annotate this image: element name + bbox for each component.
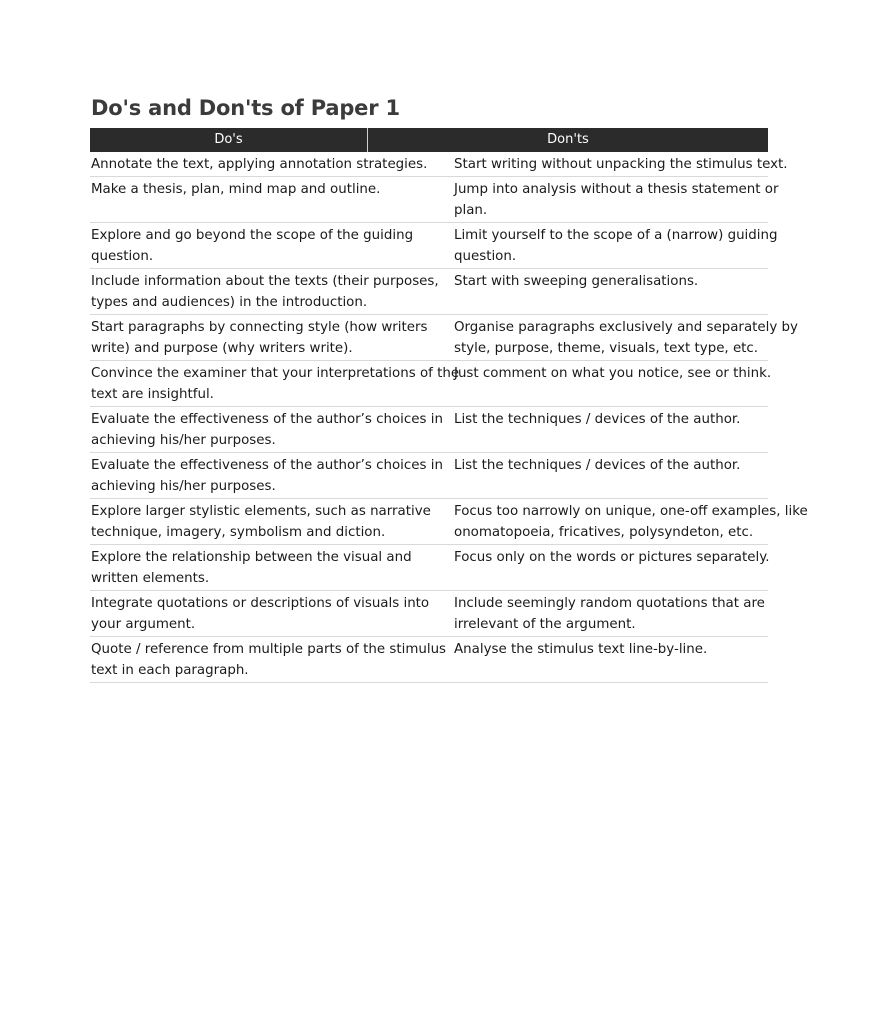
table-row xyxy=(90,637,768,683)
table-row xyxy=(90,223,778,269)
donts-cell: List the techniques / devices of the author. xyxy=(454,412,741,427)
dos-cell: Convince the examiner that your interpretations of the text are insightful. xyxy=(91,366,460,402)
dos-cell: Explore larger stylistic elements, such as narrative technique, imagery, symbolism and diction. xyxy=(91,504,431,540)
donts-column-header: Don'ts xyxy=(547,132,589,147)
donts-cell: Limit yourself to the scope of a (narrow) guiding question. xyxy=(454,228,778,264)
table-row xyxy=(90,407,768,453)
table-row xyxy=(90,315,798,361)
table-row xyxy=(90,177,779,223)
donts-cell: Focus only on the words or pictures separately. xyxy=(454,550,770,565)
dos-cell: Quote / reference from multiple parts of the stimulus text in each paragraph. xyxy=(91,642,447,678)
table-row xyxy=(90,453,768,499)
table-body xyxy=(90,152,808,683)
dos-column-header: Do's xyxy=(90,128,368,152)
donts-cell: Analyse the stimulus text line-by-line. xyxy=(454,642,708,657)
dos-cell: Evaluate the effectiveness of the author’s choices in achieving his/her purposes. xyxy=(91,458,443,494)
dos-cell: Explore the relationship between the visual and written elements. xyxy=(91,550,412,586)
table-row xyxy=(90,499,808,545)
dos-cell: Make a thesis, plan, mind map and outline. xyxy=(91,182,381,197)
donts-cell: Organise paragraphs exclusively and separately by style, purpose, theme, visuals, text type, etc. xyxy=(454,320,798,356)
donts-cell: List the techniques / devices of the author. xyxy=(454,458,741,473)
donts-cell: Include seemingly random quotations that are irrelevant of the argument. xyxy=(454,596,765,632)
table-row xyxy=(90,591,768,637)
table-row xyxy=(90,269,768,315)
donts-cell: Start writing without unpacking the stimulus text. xyxy=(454,157,788,172)
table-row xyxy=(90,152,788,177)
dos-cell: Explore and go beyond the scope of the guiding question. xyxy=(91,228,414,264)
donts-cell: Jump into analysis without a thesis statement or plan. xyxy=(454,182,779,218)
dos-cell: Include information about the texts (their purposes, types and audiences) in the introduction. xyxy=(91,274,439,310)
dos-cell: Evaluate the effectiveness of the author’s choices in achieving his/her purposes. xyxy=(91,412,443,448)
dos-cell: Start paragraphs by connecting style (how writers write) and purpose (why writers write). xyxy=(91,320,428,356)
table-row xyxy=(90,361,772,407)
donts-cell: Focus too narrowly on unique, one-off examples, like onomatopoeia, fricatives, polysyndeton, etc. xyxy=(454,504,808,540)
table-row xyxy=(90,545,768,591)
dos-cell: Integrate quotations or descriptions of visuals into your argument. xyxy=(91,596,430,632)
dos-cell: Annotate the text, applying annotation strategies. xyxy=(91,157,428,172)
dos-and-donts-table xyxy=(90,128,808,683)
donts-cell: Start with sweeping generalisations. xyxy=(454,274,699,289)
table-header-row xyxy=(90,128,768,152)
page-title: Do's and Don'ts of Paper 1 xyxy=(91,96,400,120)
donts-cell: Just comment on what you notice, see or think. xyxy=(454,366,772,381)
